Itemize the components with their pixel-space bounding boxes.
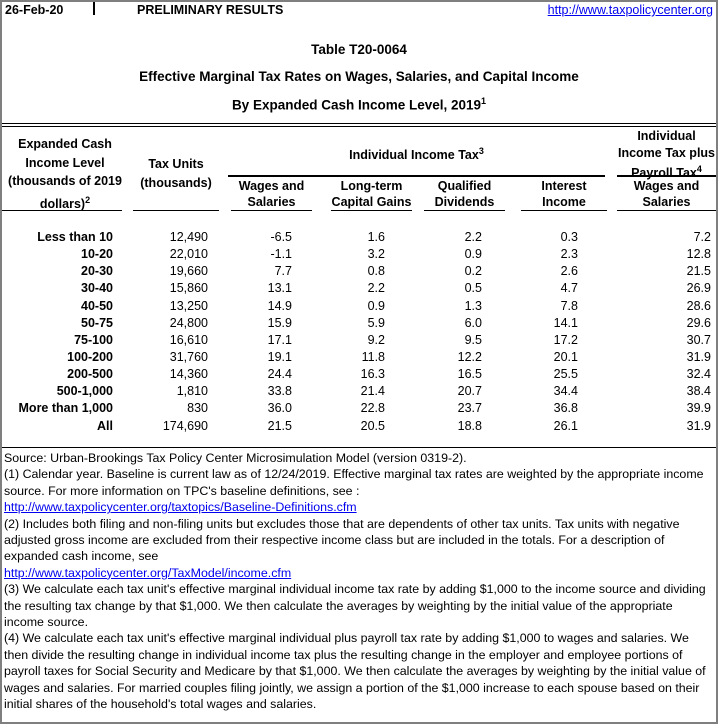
table-row <box>2 246 716 263</box>
table-cell: 19,660 <box>169 264 208 279</box>
column-underline <box>2 210 122 211</box>
table-cell: 24,800 <box>169 315 208 330</box>
table-cell: 1.6 <box>367 230 385 244</box>
table-cell: 28.6 <box>686 298 711 313</box>
topbar-cell-divider <box>93 2 95 15</box>
group-header-iit-plus-payroll <box>617 128 716 182</box>
column-underline <box>424 210 505 211</box>
table-cell: 32.4 <box>686 367 711 382</box>
table-cell: 7.2 <box>693 230 711 244</box>
table-cell: 33.8 <box>267 384 292 399</box>
tax-units-line1: Tax Units <box>148 157 204 171</box>
footnote-2: (2) Includes both filing and non-filing units but excludes those that are dependents of other tax units. Tax units with negative adjusted gross income are excluded from their respective income class but are included in the totals. For a description of expanded cash income, see <box>4 516 680 564</box>
table-cell: 7.7 <box>274 264 292 279</box>
subheader-line: Capital Gains <box>331 195 412 209</box>
subheader-line: Interest <box>541 179 587 193</box>
table-cell: 7.8 <box>560 298 578 313</box>
table-row <box>2 349 716 366</box>
row-label: 50-75 <box>81 315 113 330</box>
column-header-tax-units <box>133 155 219 192</box>
table-cell: 0.9 <box>464 247 482 262</box>
table-cell: 1,810 <box>176 384 208 399</box>
taxpolicycenter-home-link[interactable]: http://www.taxpolicycenter.org <box>547 3 713 17</box>
table-cell: 36.0 <box>267 401 292 416</box>
row-label: 75-100 <box>74 332 113 347</box>
table-cell: -1.1 <box>270 247 292 262</box>
table-cell: 0.5 <box>464 281 482 296</box>
table-cell: 31,760 <box>169 349 208 364</box>
table-cell: 26.1 <box>553 418 578 433</box>
table-cell: 18.8 <box>457 418 482 433</box>
footnote-ref-3: 3 <box>478 146 484 156</box>
table-cell: 9.2 <box>367 332 385 347</box>
table-cell: 29.6 <box>686 315 711 330</box>
table-cell: 15,860 <box>169 281 208 296</box>
subheader-line: Salaries <box>247 195 296 209</box>
table-body <box>2 229 716 435</box>
table-cell: 13.1 <box>267 281 292 296</box>
row-label: Less than 10 <box>37 230 113 244</box>
subheader-line: Income <box>542 195 586 209</box>
iitp-line2: Income Tax plus <box>617 145 715 160</box>
table-number-title: Table T20-0064 <box>311 42 407 57</box>
table-cell: 0.2 <box>464 264 482 279</box>
income-level-line1: Expanded Cash <box>18 137 112 151</box>
footnote-4: (4) We calculate each tax unit's effective marginal individual plus payroll tax rate by adding $1,000 to wages and salaries. We then divide the resulting change in individual income tax plus the resulting change in the employer and employee portions of payroll taxes for Social Security and Medicare by that $1,000. We then calculate the averages by weighting by the initial value of wages and salaries. For married couples filing jointly, we assign a portion of the $1,000 increase to each spouse based on their initial shares of the household's total wages and salaries. <box>4 631 706 712</box>
table-bottom-rule <box>2 447 716 448</box>
subheader-line: Long-term <box>340 179 403 193</box>
footnote-ref-1: 1 <box>481 96 487 106</box>
iit-group-label: Individual Income Tax <box>349 148 479 163</box>
footnote-2-link-row <box>4 565 714 581</box>
table-row <box>2 315 716 332</box>
footnote-3: (3) We calculate each tax unit's effective marginal individual income tax rate by adding $1,000 to the income source and dividing the resulting tax change by that $1,000. We then calculate the averages by weighting by the initial value of the appropriate income source. <box>4 582 706 630</box>
table-row <box>2 229 716 246</box>
table-cell: 30.7 <box>686 332 711 347</box>
table-cell: 9.5 <box>464 332 482 347</box>
table-cell: 16,610 <box>169 332 208 347</box>
table-cell: 0.3 <box>560 230 578 244</box>
table-row <box>2 280 716 297</box>
table-cell: 23.7 <box>457 401 482 416</box>
table-cell: 3.2 <box>367 247 385 262</box>
table-cell: 21.5 <box>686 264 711 279</box>
table-row <box>2 400 716 417</box>
table-cell: 2.2 <box>464 230 482 244</box>
table-cell: 11.8 <box>361 349 385 364</box>
table-cell: 12.8 <box>686 247 711 262</box>
subheader-line: Wages and <box>238 179 305 193</box>
table-cell: 31.9 <box>686 349 711 364</box>
report-date: 26-Feb-20 <box>5 3 64 17</box>
table-cell: 31.9 <box>686 418 711 433</box>
footnotes <box>4 450 714 713</box>
group-header-individual-income-tax <box>228 144 605 163</box>
table-cell: 36.8 <box>553 401 578 416</box>
table-cell: 20.7 <box>457 384 482 399</box>
iitp-line1: Individual <box>637 129 696 143</box>
table-cell: 5.9 <box>367 315 385 330</box>
subheader-longterm-capital-gains <box>331 178 412 210</box>
row-label: All <box>97 418 113 433</box>
table-cell: 2.6 <box>560 264 578 279</box>
row-label: 40-50 <box>81 298 113 313</box>
table-subtitle <box>2 96 716 113</box>
source-note: Source: Urban-Brookings Tax Policy Center Microsimulation Model (version 0319-2). <box>4 451 467 465</box>
table-cell: 13,250 <box>169 298 208 313</box>
table-cell: 2.3 <box>560 247 578 262</box>
iitp-group-underline <box>617 175 716 177</box>
income-level-line2: Income Level <box>25 155 105 170</box>
subheader-payroll-wages-salaries <box>617 178 716 210</box>
subheader-line: Salaries <box>642 195 691 209</box>
table-cell: 830 <box>187 401 208 416</box>
table-cell: 14.1 <box>553 315 578 330</box>
table-cell: 0.9 <box>367 298 385 313</box>
iit-group-underline <box>228 175 605 177</box>
table-cell: 25.5 <box>553 367 578 382</box>
table-cell: 20.5 <box>360 418 385 433</box>
table-cell: 22,010 <box>169 247 208 262</box>
table-subtitle-text: By Expanded Cash Income Level, 2019 <box>231 97 482 113</box>
footnote-1: (1) Calendar year. Baseline is current law as of 12/24/2019. Effective marginal tax rates are weighted by the appropriate income source. For more information on TPC's baseline definitions, see : <box>4 467 704 498</box>
table-cell: 21.4 <box>360 384 385 399</box>
table-cell: 26.9 <box>686 281 711 296</box>
table-row <box>2 263 716 280</box>
table-row <box>2 332 716 349</box>
table-row <box>2 366 716 383</box>
footnote-ref-2: 2 <box>85 194 91 205</box>
subheader-line: Dividends <box>434 195 495 209</box>
table-cell: 12,490 <box>169 230 208 244</box>
column-underline <box>231 210 312 211</box>
subheader-wages-salaries <box>231 178 312 210</box>
table-cell: 16.5 <box>457 367 482 382</box>
row-label: 30-40 <box>81 281 113 296</box>
subheader-line: Wages and <box>633 179 700 193</box>
footnote-1-link-row <box>4 499 714 515</box>
table-cell: 34.4 <box>553 384 578 399</box>
table-cell: 39.9 <box>686 401 711 416</box>
table-row <box>2 298 716 315</box>
table-cell: 174,690 <box>162 418 208 433</box>
column-underline <box>331 210 412 211</box>
subheader-interest-income <box>521 178 607 210</box>
table-cell: 16.3 <box>360 367 385 382</box>
table-cell: -6.5 <box>270 230 292 244</box>
column-underline <box>617 210 716 211</box>
table-cell: 6.0 <box>464 315 482 330</box>
table-row <box>2 418 716 435</box>
table-cell: 38.4 <box>686 384 711 399</box>
preliminary-results-label: PRELIMINARY RESULTS <box>137 3 284 17</box>
table-row <box>2 383 716 400</box>
table-cell: 19.1 <box>267 349 292 364</box>
row-label: 200-500 <box>67 367 113 382</box>
income-level-line3: (thousands of 2019 <box>8 174 122 188</box>
table-cell: 17.2 <box>553 332 578 347</box>
table-cell: 20.1 <box>553 349 578 364</box>
column-underline <box>521 210 607 211</box>
table-header <box>2 128 716 212</box>
table-cell: 12.2 <box>457 349 482 364</box>
table-cell: 17.1 <box>267 332 292 347</box>
iitp-line3-text: Payroll Tax <box>631 166 697 181</box>
row-label: 20-30 <box>81 264 113 279</box>
table-cell: 24.4 <box>267 367 292 382</box>
table-cell: 0.8 <box>367 264 385 279</box>
subheader-qualified-dividends <box>424 178 505 210</box>
row-label: 10-20 <box>81 247 113 262</box>
table-cell: 1.3 <box>464 298 482 313</box>
taxmodel-income-link[interactable]: http://www.taxpolicycenter.org/TaxModel/income.cfm <box>4 565 292 580</box>
column-header-income-level <box>2 135 128 213</box>
baseline-definitions-link[interactable]: http://www.taxpolicycenter.org/taxtopics/Baseline-Definitions.cfm <box>4 500 357 515</box>
column-underline <box>133 210 219 211</box>
header-double-rule <box>2 123 716 127</box>
row-label: More than 1,000 <box>18 401 113 416</box>
table-cell: 14,360 <box>169 367 208 382</box>
table-cell: 4.7 <box>560 281 578 296</box>
table-cell: 22.8 <box>360 401 385 416</box>
income-level-line4-text: dollars) <box>39 196 86 211</box>
row-label: 100-200 <box>67 349 113 364</box>
table-cell: 14.9 <box>267 298 292 313</box>
table-main-title: Effective Marginal Tax Rates on Wages, Salaries, and Capital Income <box>139 69 579 84</box>
table-cell: 15.9 <box>267 315 292 330</box>
subheader-line: Qualified <box>437 179 492 193</box>
footnote-ref-4: 4 <box>696 164 702 174</box>
table-cell: 21.5 <box>267 418 292 433</box>
table-cell: 2.2 <box>367 281 385 296</box>
row-label: 500-1,000 <box>56 384 113 399</box>
tax-units-line2: (thousands) <box>140 175 212 190</box>
